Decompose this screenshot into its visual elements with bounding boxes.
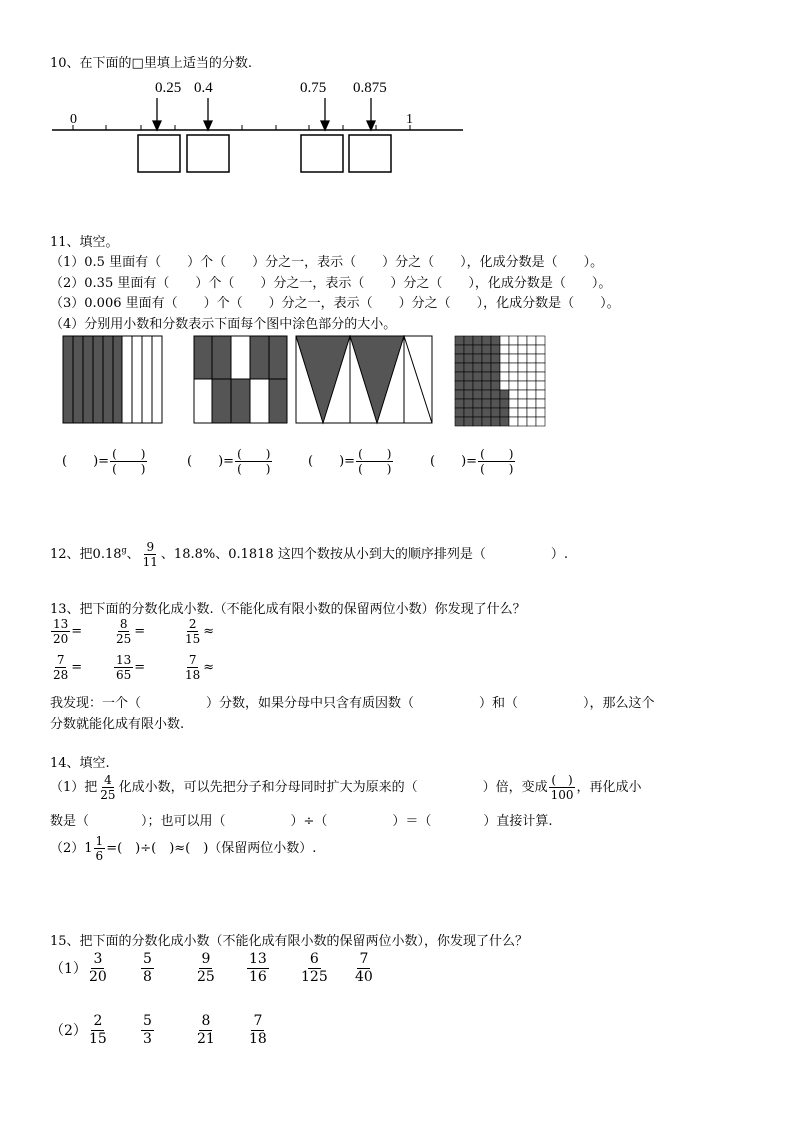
grid-cell [500, 354, 509, 363]
grid-cell [509, 417, 518, 426]
grid-cell [500, 372, 509, 381]
q13-row1: $\frac{13}{20}$ = $\frac{8}{25}$ = $\frac{2}{15}$ ≈ [53, 617, 215, 646]
figure-blocks [193, 335, 289, 425]
grid-cell [482, 417, 491, 426]
grid-cell [518, 336, 527, 345]
answer-group-2[interactable]: ( )= $\frac{( )}{( )}$ [187, 447, 271, 476]
grid-cell [509, 363, 518, 372]
grid-cell [518, 372, 527, 381]
repeat-dot-mark: g [121, 545, 127, 555]
grid-cell [455, 363, 464, 372]
grid-cell [509, 399, 518, 408]
grid-cell [536, 417, 545, 426]
q12-line: 12、把0.18$^g$、 $\frac{9}{11}$ 、18.8%、0.1818 这四个数按从小到大的顺序排列是（ ）. [50, 540, 568, 569]
grid-cell [527, 399, 536, 408]
grid-cell [464, 381, 473, 390]
grid-cell [500, 336, 509, 345]
grid-cell [500, 408, 509, 417]
grid-cell [518, 417, 527, 426]
grid-cell [518, 399, 527, 408]
label-04: 0.4 [194, 80, 213, 96]
tick-0: 0 [70, 112, 77, 127]
decimal-blank[interactable]: ( ) [308, 454, 345, 469]
grid-cell [482, 372, 491, 381]
q11-title: 11、填空。 [50, 235, 119, 250]
grid-cell [500, 390, 509, 399]
answer-group-1[interactable]: ( )= $\frac{( )}{( )}$ [62, 447, 146, 476]
q14-p2: 数是（ ）；也可以用（ ）÷（ ）＝（ ）直接计算. [50, 814, 553, 829]
decimal-blank[interactable]: ( ) [430, 454, 467, 469]
grid-cell [455, 354, 464, 363]
answer-group-4[interactable]: ( )= $\frac{( )}{( )}$ [430, 447, 514, 476]
grid-cell [455, 372, 464, 381]
grid-cell [473, 336, 482, 345]
q13-found2: 分数就能化成有限小数. [50, 717, 185, 732]
label-0875: 0.875 [353, 80, 387, 96]
grid-cell [482, 354, 491, 363]
grid-cell [509, 381, 518, 390]
q13-found1: 我发现：一个（ ）分数，如果分母中只含有质因数（ ）和（ ），那么这个 [50, 696, 655, 711]
grid-cell [455, 381, 464, 390]
grid-cell [455, 336, 464, 345]
grid-cell [473, 381, 482, 390]
grid-cell [464, 354, 473, 363]
grid-cell [527, 408, 536, 417]
decimal-blank[interactable]: ( ) [62, 454, 99, 469]
grid-cell [482, 345, 491, 354]
q11-line1: （1）0.5 里面有（ ）个（ ）分之一，表示（ ）分之（ ），化成分数是（ ）。 [50, 255, 604, 270]
tick-1: 1 [406, 112, 413, 127]
number-line-figure [40, 75, 480, 180]
grid-cell [455, 408, 464, 417]
label-075: 0.75 [300, 80, 327, 96]
answer-boxes[interactable] [138, 135, 391, 172]
grid-cell [473, 399, 482, 408]
grid-cell [464, 363, 473, 372]
grid-cell [518, 354, 527, 363]
grid-cell [464, 399, 473, 408]
q14-p1: （1）把 $\frac{4}{25}$ 化成小数，可以先把分子和分母同时扩大为原来的（ ）倍，变成 $\frac{( )}{100}$ ，再化成小 [50, 773, 642, 802]
arrows [153, 98, 375, 130]
grid-cell [527, 417, 536, 426]
grid-cell [491, 417, 500, 426]
q13-row2: $\frac{7}{28}$ = $\frac{13}{65}$ = $\frac{7}{18}$ ≈ [53, 653, 215, 682]
grid-cell [509, 336, 518, 345]
label-025: 0.25 [155, 80, 182, 96]
grid-cell [527, 381, 536, 390]
grid-cell [482, 363, 491, 372]
figure-grid [454, 335, 548, 427]
grid-cell [473, 408, 482, 417]
grid-cell [482, 408, 491, 417]
grid-cell [518, 363, 527, 372]
grid-cell [509, 354, 518, 363]
grid-cell [536, 381, 545, 390]
grid-cell [491, 345, 500, 354]
grid-cell [500, 399, 509, 408]
grid-cell [536, 363, 545, 372]
grid-cell [500, 417, 509, 426]
grid-cell [500, 363, 509, 372]
grid-cell [536, 372, 545, 381]
grid-cell [536, 345, 545, 354]
grid-cell [482, 399, 491, 408]
grid-cell [518, 345, 527, 354]
grid-cell [536, 408, 545, 417]
grid-cell [464, 390, 473, 399]
grid-cell [473, 363, 482, 372]
grid-cell [482, 390, 491, 399]
q10-title: 10、在下面的□里填上适当的分数. [50, 56, 252, 71]
grid-cell [455, 390, 464, 399]
grid-cell [527, 363, 536, 372]
grid-cell [464, 372, 473, 381]
q15-title: 15、把下面的分数化成小数（不能化成有限小数的保留两位小数），你发现了什么？ [50, 934, 529, 949]
q11-line3: （3）0.006 里面有（ ）个（ ）分之一，表示（ ）分之（ ），化成分数是（ ）。 [50, 296, 620, 311]
grid-cell [464, 336, 473, 345]
grid-cell [491, 381, 500, 390]
grid-cell [509, 345, 518, 354]
grid-cell [518, 381, 527, 390]
q15-row2: （2） $\frac{2}{15}$ $\frac{5}{3}$ $\frac{8}{21}$ $\frac{7}{18}$ [50, 1013, 267, 1047]
q15-row1: （1） $\frac{3}{20}$ $\frac{5}{8}$ $\frac{9}{25}$ $\frac{13}{16}$ $\frac{6}{125}$ $\frac{7}{40}$ [50, 951, 373, 985]
grid-cell [518, 390, 527, 399]
q14-p3: （2）1 $\frac{1}{6}$ =( )÷( )≈( )（保留两位小数）. [50, 834, 317, 863]
grid-cell [464, 417, 473, 426]
grid-cell [491, 363, 500, 372]
grid-cell [527, 345, 536, 354]
grid-cell [500, 381, 509, 390]
grid-cell [491, 354, 500, 363]
q11-line4: （4）分别用小数和分数表示下面每个图中涂色部分的大小。 [50, 317, 397, 332]
grid-cell [473, 354, 482, 363]
grid-cell [509, 408, 518, 417]
grid-cell [473, 417, 482, 426]
decimal-blank[interactable]: ( ) [187, 454, 224, 469]
grid-cell [536, 390, 545, 399]
grid-cell [536, 399, 545, 408]
grid-cell [473, 345, 482, 354]
grid-cell [536, 336, 545, 345]
grid-cell [464, 345, 473, 354]
grid-cell [500, 345, 509, 354]
grid-cell [518, 408, 527, 417]
grid-cell [527, 354, 536, 363]
q13-title: 13、把下面的分数化成小数.（不能化成有限小数的保留两位小数）你发现了什么？ [50, 602, 526, 617]
q14-title: 14、填空. [50, 756, 110, 771]
grid-cell [527, 390, 536, 399]
grid-cell [491, 336, 500, 345]
grid-cell [491, 408, 500, 417]
grid-cell [509, 390, 518, 399]
figure-triangles [295, 335, 435, 425]
figure-strips [62, 335, 164, 425]
grid-cell [491, 399, 500, 408]
grid-cell [491, 390, 500, 399]
q11-line2: （2）0.35 里面有（ ）个（ ）分之一，表示（ ）分之（ ），化成分数是（ ）。 [50, 276, 612, 291]
grid-cell [473, 372, 482, 381]
grid-cell [455, 345, 464, 354]
grid-cell [455, 399, 464, 408]
grid-cell [473, 390, 482, 399]
answer-group-3[interactable]: ( )= $\frac{( )}{( )}$ [308, 447, 392, 476]
grid-cell [482, 336, 491, 345]
grid-cell [464, 408, 473, 417]
grid-cell [509, 372, 518, 381]
grid-cell [527, 336, 536, 345]
grid-cell [482, 381, 491, 390]
grid-cell [455, 417, 464, 426]
grid-cell [527, 372, 536, 381]
grid-cell [536, 354, 545, 363]
grid-cell [491, 372, 500, 381]
